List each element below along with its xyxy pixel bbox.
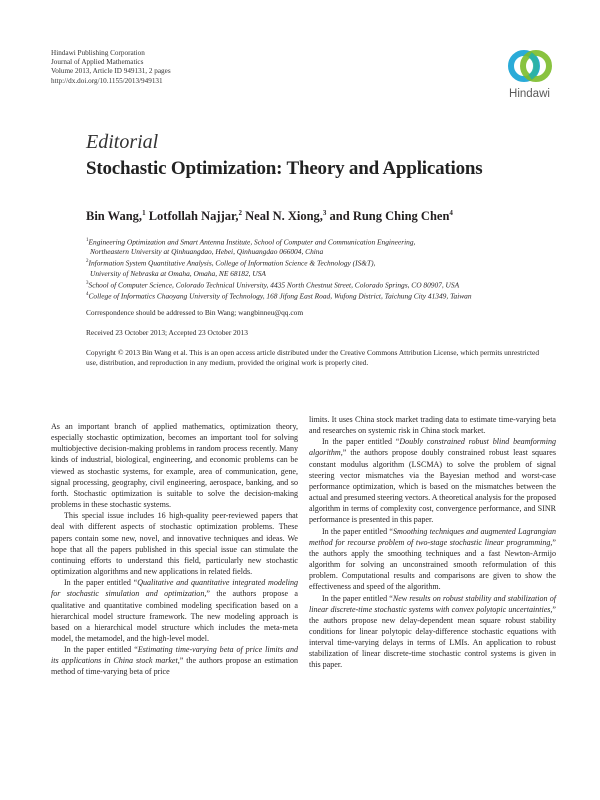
paper-title: Smoothing techniques and augmented Lagrangian method for recourse problem of two-stage stochastic linear programming, xyxy=(309,526,556,547)
affil-text: College of Informatics Chaoyang University of Technology, 168 Jifong East Road, Wufong District, Taichung City 41349, Taiwan xyxy=(88,291,472,301)
paper-title: Qualitative and quantitative integrated modeling for stochastic simulation and optimization, xyxy=(51,578,298,599)
hindawi-logo-icon xyxy=(505,46,555,86)
copyright-notice: Copyright © 2013 Bin Wang et al. This is an open access article distributed under the Creative Commons Attribution License, which permits unrestricted use, distribution, and reproduction in any medium, provided the original work is properly cited. xyxy=(86,348,540,368)
affiliation-4 xyxy=(86,290,556,301)
author-list xyxy=(86,209,453,224)
author-sup: 2 xyxy=(238,209,243,217)
paragraph: In the paper entitled “Doubly constrained robust blind beamforming algorithm,” the authors propose doubly constrained robust least squares constant modulus algorithm (LSCMA) to solve the problem of signal steering vector mismatches via the Bayesian method and worst-case performance optimization, which is based on the mismatches between the actual and presumed steering vectors. A theoretical analysis for the proposed algorithm in terms of complexity cost, convergence performance, and SINR performance is presented in this paper. xyxy=(309,437,556,525)
journal-header xyxy=(51,49,171,86)
author-sup: 4 xyxy=(449,209,453,217)
paragraph: In the paper entitled “Qualitative and quantitative integrated modeling for stochastic simulation and optimization,” the authors propose a qualitative and quantitative combined modeling specification based on a hierarchical model structure framework. The new modeling approach is based on a hierarchical model structure which includes the meta-meta model, the metamodel, and the high-level model. xyxy=(51,578,299,643)
author-sup: 3 xyxy=(322,209,327,217)
paragraph: In the paper entitled “Estimating time-varying beta of price limits and its applications in China stock market,” the authors propose an estimation method of time-varying beta of price xyxy=(51,645,298,677)
section-label: Editorial xyxy=(86,131,159,153)
article-title: Stochastic Optimization: Theory and Applications xyxy=(86,158,483,179)
volume-line: Volume 2013, Article ID 949131, 2 pages xyxy=(51,67,171,76)
affil-text: School of Computer Science, Colorado Technical University, 4435 North Chestnut Street, Colorado Springs, CO 80907, USA xyxy=(88,280,460,290)
paper-title: Estimating time-varying beta of price limits and its applications in China stock market, xyxy=(51,645,298,666)
paragraph-continued: limits. It uses China stock market trading data to estimate time-varying beta and researches on systemic risk in China stock market. xyxy=(309,415,556,436)
paper-title: Doubly constrained robust blind beamforming algorithm, xyxy=(309,437,556,458)
author-sup: 1 xyxy=(142,209,146,217)
affiliation-2-cont: University of Nebraska at Omaha, Omaha, NE 68182, USA xyxy=(90,268,266,278)
author-name[interactable]: and Rung Ching Chen xyxy=(329,209,450,224)
author-name[interactable]: Lotfollah Najjar, xyxy=(148,209,239,224)
affiliation-1 xyxy=(86,236,556,247)
paragraph: As an important branch of applied mathematics, optimization theory, especially stochastic optimization, becomes an important tool for solving multiobjective decision-making problems in random process recently. Many kinds of industrial, biological, engineering, and economic problems can be viewed as stochastic systems, for example, area of communication, gene, signal processing, geography, civil engineering, aerospace, banking, and so forth. Stochastic optimization is suitable to solve the decision-making problems in these stochastic systems. xyxy=(51,422,298,510)
affiliation-2 xyxy=(86,257,556,268)
affil-num: 3 xyxy=(86,280,89,286)
doi-link[interactable]: http://dx.doi.org/10.1155/2013/949131 xyxy=(51,76,163,85)
affil-num: 2 xyxy=(86,259,89,265)
paragraph: This special issue includes 16 high-quality peer-reviewed papers that deal with different aspects of stochastic optimization problems. These papers contain some new, novel, and innovative techniques and ideas. We hope that all the papers published in this special issue can stimulate the continuing efforts to understand this field, particularly new stochastic optimization algorithms and new applications in related fields. xyxy=(51,511,298,577)
author-name[interactable]: Bin Wang, xyxy=(86,209,143,224)
paper-title: New results on robust stability and stabilization of linear discrete-time stochastic systems with convex polytopic uncertainties, xyxy=(309,593,557,614)
hindawi-logo-text: Hindawi xyxy=(509,88,550,100)
journal-name: Journal of Applied Mathematics xyxy=(51,58,144,67)
affiliation-3 xyxy=(86,279,556,290)
body-column-left xyxy=(51,421,298,678)
body-column-right xyxy=(309,414,556,671)
affil-num: 1 xyxy=(86,238,89,243)
paragraph: In the paper entitled “New results on robust stability and stabilization of linear discrete-time stochastic systems with convex polytopic uncertainties,” the authors propose new delay-dependent mean square robust stability conditions for linear polytopic delay-difference stochastic equations with interval time-varying delays in terms of LMIs. An application to robust stabilization of linear discrete-time stochastic control systems is given in this paper. xyxy=(309,593,557,670)
affil-text: Information System Quantitative Analysis, College of Information Science & Technology (IS&T), xyxy=(88,258,376,268)
received-dates: Received 23 October 2013; Accepted 23 October 2013 xyxy=(86,328,248,337)
publisher-line: Hindawi Publishing Corporation xyxy=(51,49,145,57)
affil-num: 4 xyxy=(86,291,89,297)
paragraph: In the paper entitled “Smoothing techniques and augmented Lagrangian method for recourse problem of two-stage stochastic linear programming,” the authors apply the smoothing techniques and a fast Newton-Armijo algorithm for solving an unconstrained smooth reformulation of this problem. Computational results and comparisons are given to show the effectiveness and speed of the algorithm. xyxy=(309,526,556,592)
affiliation-1-cont: Northeastern University at Qinhuangdao, Hebei, Qinhuangdao 066004, China xyxy=(90,247,324,257)
hindawi-logo[interactable] xyxy=(502,46,557,108)
affil-text: Engineering Optimization and Smart Antenna Institute, School of Computer and Communication Engineering, xyxy=(88,237,416,247)
author-name[interactable]: Neal N. Xiong, xyxy=(245,209,323,224)
affiliations xyxy=(86,236,556,301)
correspondence: Correspondence should be addressed to Bin Wang; wangbinneu@qq.com xyxy=(86,308,304,317)
